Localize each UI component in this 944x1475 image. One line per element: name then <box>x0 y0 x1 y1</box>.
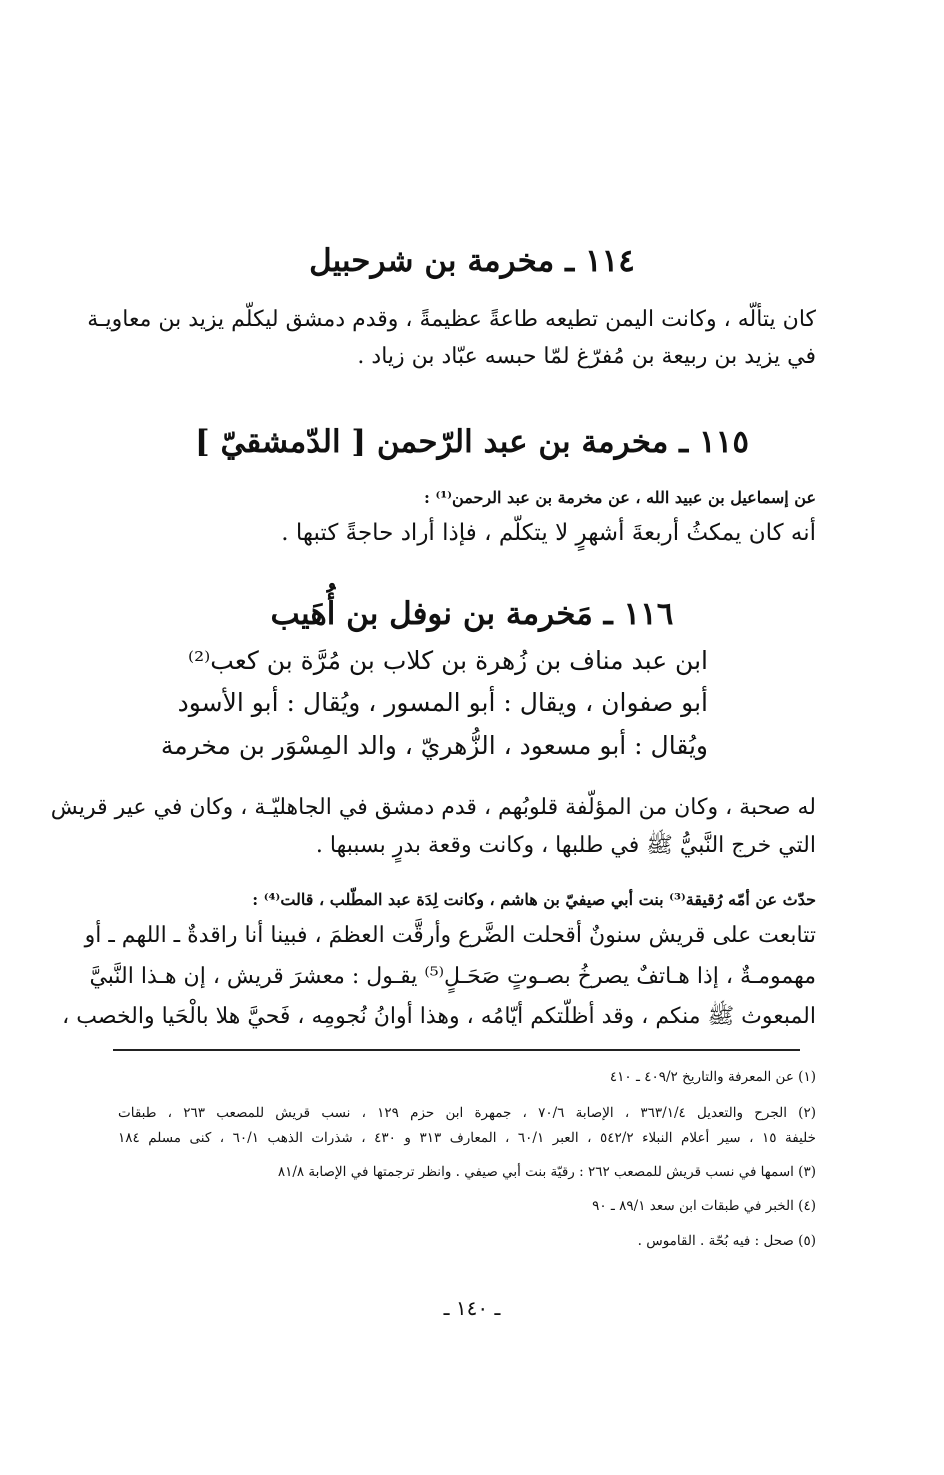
entry-115-isnad: عن إسماعيل بن عبيد الله ، عن مخرمة بن عبد الرحمن⁽¹⁾ : <box>424 488 816 507</box>
footnote: (٥) صحل : فيه بُحّة . القاموس . <box>637 1233 816 1249</box>
entry-116-narration-line: المبعوث ﷺ منكم ، وقد أظلّتكم أيّامُه ، وهذا أوانُ نُجومِه ، فَحيَّ هلا بالْحَيا والخصب ، <box>62 1004 816 1029</box>
entry-116-text-line: التي خرج النَّبيُّ ﷺ في طلبها ، وكانت وقعة بدرٍ بسببها . <box>315 833 816 858</box>
page-number: ـ ١٤٠ ـ <box>443 1296 501 1320</box>
entry-114-text-line: كان يتألّه ، وكانت اليمن تطيعه طاعةً عظيمةً ، وقدم دمشق ليكلّم يزيد بن معاويـة <box>87 307 816 332</box>
footnote: (٣) اسمها في نسب قريش للمصعب ٢٦٢ : رقيّة بنت أبي صيفي . وانظر ترجمتها في الإصابة ٨١/٨ <box>277 1164 816 1180</box>
footnote: (٢) الجرح والتعديل ٣٦٣/١/٤ ، الإصابة ٧٠/٦ ، جمهرة ابن حزم ١٢٩ ، نسب قريش للمصعب ٢٦٣ ، طبقات <box>118 1105 816 1121</box>
entry-116-narration-line: مهمومـةٌ ، إذا هـاتفٌ يصرخُ بصـوتٍ صَحَـلٍ⁽⁵⁾ يقـول : معشرَ قريش ، إن هـذا النَّبيَّ <box>89 964 816 989</box>
entry-116-narration-line: تتابعت على قريش سنونٌ أقحلت الضَّرع وأرقَّت العظمَ ، فبينا أنا راقدةٌ ـ اللهم ـ أو <box>84 923 816 948</box>
entry-114-text-line: في يزيد بن ربيعة بن مُفرّغ لمّا حبسه عبّاد بن زياد . <box>357 344 816 369</box>
entry-116-text-line: له صحبة ، وكان من المؤلّفة قلوبُهم ، قدم دمشق في الجاهليّـة ، وكان في عير قريش <box>50 795 816 820</box>
footnote: (١) عن المعرفة والتاريخ ٤٠٩/٢ ـ ٤١٠ <box>609 1069 816 1085</box>
footnote: خليفة ١٥ ، سير أعلام النبلاء ٥٤٢/٢ ، العبر ٦٠/١ ، المعارف ٣١٣ و ٤٣٠ ، شذرات الذهب ٦٠/١ ، كنى مسلم ١٨٤ <box>118 1130 817 1146</box>
entry-116-heading: ١١٦ ـ مَخرمة بن نوفل بن أُهَيب <box>270 596 674 632</box>
entry-116-lineage-line: ويُقال : أبو مسعود ، الزُّهريّ ، والد المِسْوَر بن مخرمة <box>160 731 708 760</box>
entry-115-heading: ١١٥ ـ مخرمة بن عبد الرّحمن [ الدّمشقيّ ] <box>195 424 749 460</box>
entry-116-isnad: حدّث عن أمّه رُقيقة⁽³⁾ بنت أبي صيفيّ بن هاشم ، وكانت لِدَة عبد المطّلب ، قالت⁽⁴⁾ : <box>252 890 816 909</box>
entry-114-heading: ١١٤ ـ مخرمة بن شرحبيل <box>309 243 635 279</box>
entry-116-lineage-line: ابن عبد مناف بن زُهرة بن كلاب بن مُرَّة بن كعب⁽²⁾ <box>187 646 708 675</box>
footnote: (٤) الخبر في طبقات ابن سعد ٨٩/١ ـ ٩٠ <box>592 1198 816 1214</box>
footnote-separator <box>113 1049 800 1051</box>
entry-115-text-line: أنه كان يمكثُ أربعةَ أشهرٍ لا يتكلّم ، فإذا أراد حاجةً كتبها . <box>281 520 816 546</box>
entry-116-lineage-line: أبو صفوان ، ويقال : أبو المسور ، ويُقال : أبو الأسود <box>177 688 708 717</box>
